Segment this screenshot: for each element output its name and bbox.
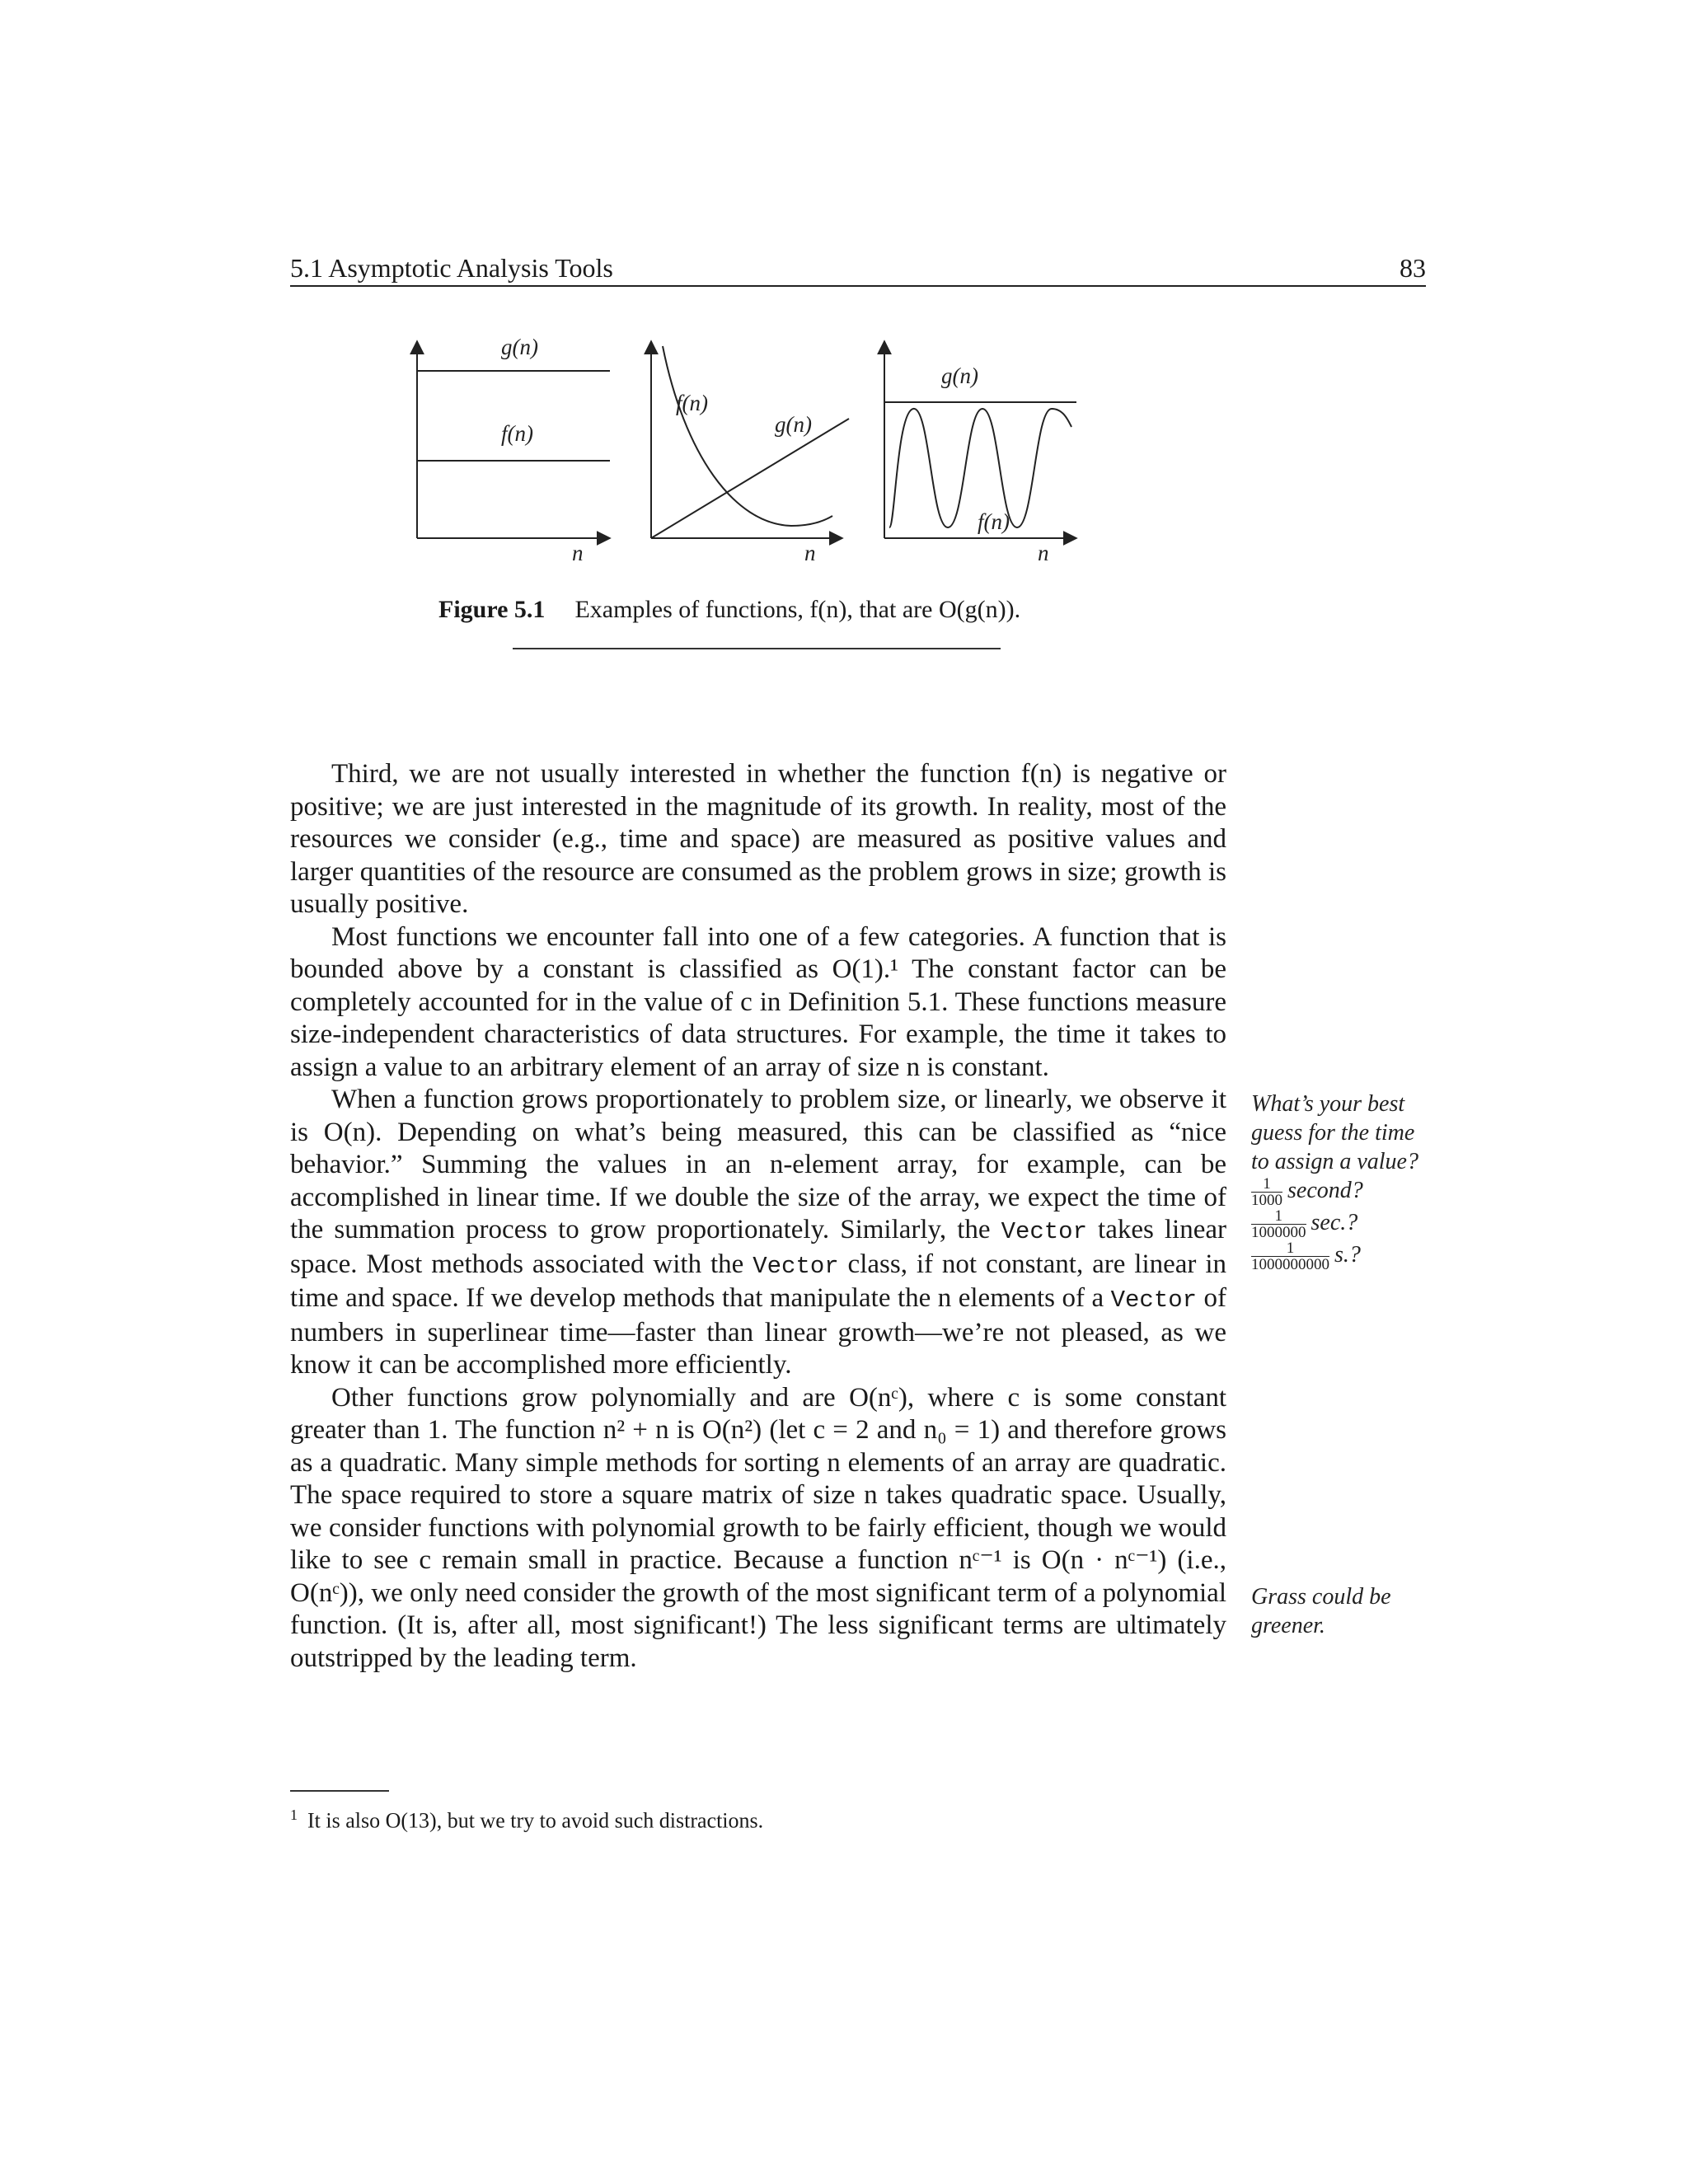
paragraph-1: Third, we are not usually interested in whether the function f(n) is negative or positive; we are just interested in the magnitude of its growth. In reality, most of the resources we consider (e.g., time and space) are measured as positive values and larger quantities of the resource are consumed as the problem grows in size; growth is usually positive.: [290, 759, 1226, 919]
fraction-2: $\frac{1}{1000000}$: [1251, 1207, 1306, 1242]
paragraph-3: [290, 1084, 1226, 1382]
panel-3-f-label: f(n): [978, 509, 1010, 534]
caption-rule: [513, 648, 1001, 649]
code-vector-3: Vector: [1110, 1286, 1198, 1314]
running-header: [290, 251, 1426, 287]
margin-option-2: $\frac{1}{1000000}$ sec.?: [1251, 1207, 1358, 1242]
paragraph-3-part-a: When a function grows proportionately to problem size, or linearly, we observe it is O(n). Depending on what’s being measured, this can be classified as “nice behavior.” Summing the values in an n-element array, for example, can be accomplished in linear time. If we double the size of the array, we expect the time of the summation process to grow proportionately. Similarly, the: [290, 1085, 1226, 1244]
margin-note-grass: Grass could be greener.: [1251, 1584, 1391, 1638]
footnote: [290, 1801, 1197, 1835]
caption-label: Figure 5.1: [438, 596, 546, 623]
caption-text: Examples of functions, f(n), that are O(g(n)).: [574, 596, 1021, 623]
panel-2-f-label: f(n): [676, 391, 708, 415]
fraction-3: $\frac{1}{1000000000}$: [1251, 1240, 1329, 1274]
code-vector-2: Vector: [753, 1252, 839, 1280]
section-title: 5.1 Asymptotic Analysis Tools: [290, 253, 613, 283]
footnote-marker: 1: [290, 1807, 298, 1823]
margin-note-question: What’s your best guess for the time to assign a value?: [1251, 1091, 1418, 1174]
paragraph-3-part-b: takes linear space. Most methods associated with the: [290, 1215, 1226, 1279]
paragraph-3-part-c: class, if not constant, are linear in time and space. If we develop methods that manipulate the n elements of a: [290, 1249, 1226, 1313]
margin-option-1: $\frac{1}{1000}$ second?: [1251, 1175, 1363, 1210]
body-text: [290, 758, 1226, 1675]
margin-note-time-guess: [1251, 1090, 1424, 1272]
panel-1-f-label: f(n): [501, 421, 533, 446]
paragraph-3-part-d: of numbers in superlinear time—faster than linear growth—we’re not pleased, as we know it can be accomplished more efficiently.: [290, 1283, 1226, 1380]
paragraph-2: Most functions we encounter fall into one of a few categories. A function that is bounded above by a constant is classified as O(1).¹ The constant factor can be completely accounted for in the value of c in Definition 5.1. These functions measure size-independent characteristics of data structures. For example, the time it takes to assign a value to an arbitrary element of an array of size n is constant.: [290, 921, 1226, 1082]
footnote-rule: [290, 1790, 389, 1792]
panel-2-g-line: [651, 419, 849, 538]
figure-5-1: [387, 330, 1113, 569]
margin-option-3: $\frac{1}{1000000000}$ s.?: [1251, 1240, 1361, 1274]
panel-1-g-label: g(n): [501, 335, 538, 359]
panel-2-x-label: n: [804, 541, 816, 565]
code-vector-1: Vector: [1001, 1218, 1087, 1245]
figure-caption: [438, 595, 1098, 625]
panel-3-x-label: n: [1038, 541, 1049, 565]
paragraph-4: Other functions grow polynomially and are O(nᶜ), where c is some constant greater than 1. The function n² + n is O(n²) (let c = 2 and n₀ = 1) and therefore grows as a quadratic. Many simple methods for sorting n elements of an array are quadratic. The space required to store a square matrix of size n takes quadratic space. Usually, we consider functions with polynomial growth to be fairly efficient, though we would like to see c remain small in practice. Because a function nᶜ⁻¹ is O(n · nᶜ⁻¹) (i.e., O(nᶜ)), we only need consider the growth of the most significant term of a polynomial function. (It is, after all, most significant!) The less significant terms are ultimately outstripped by the leading term.: [290, 1382, 1226, 1673]
panel-3-g-label: g(n): [941, 363, 978, 388]
panel-2-g-label: g(n): [775, 412, 812, 437]
panel-1-x-label: n: [572, 541, 584, 565]
footnote-text: It is also O(13), but we try to avoid such distractions.: [307, 1808, 764, 1833]
panel-2: [651, 341, 849, 538]
fraction-1: $\frac{1}{1000}$: [1251, 1175, 1282, 1210]
page-number: 83: [1400, 253, 1426, 283]
